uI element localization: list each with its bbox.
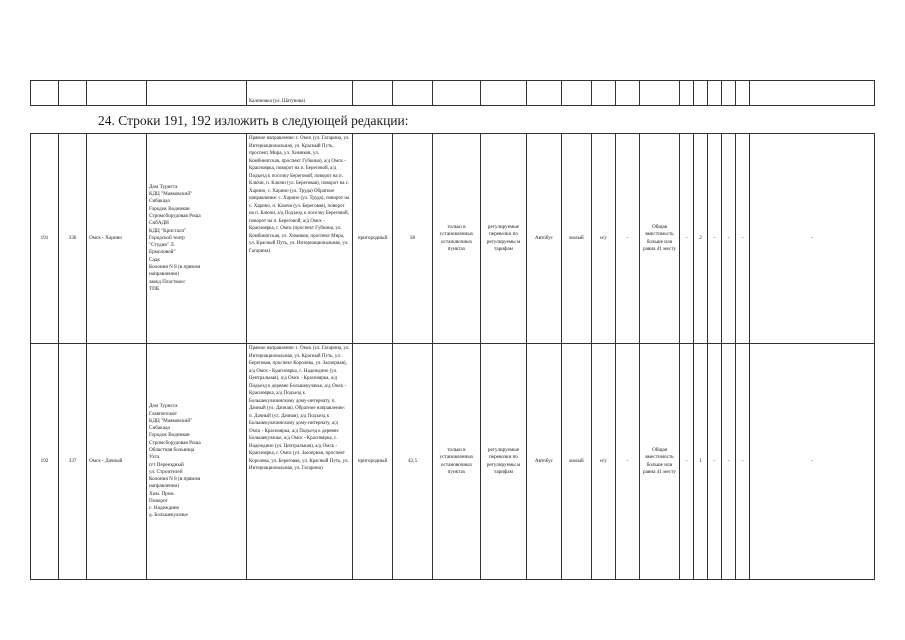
stop-name: Главпочтамт [149, 410, 177, 417]
route-path: Прямое направление: г. Омск (ул. Гагарина, ул. Интернациональная, ул. Красный Путь, проспект Мира, ул. Химиков, ул. Комбинатская, проспект Губкина), а/д Омск - Красноярка, поворот на п. Береговой, а/д Подъезд к поселку Береговой, поворот на п. Ключи, п. Ключи (ул. Береговая), поворот на с. Харино, с. Харино (ул. Труда) Обратное направление: с. Харино (ул. Труда), поворот на с. Харино, п. Ключи (ул. Береговая), поворот на п. Ключи, а/д Подъезд к поселку Береговой, поворот на п. Береговой, а/д Омск - Красноярка, г. Омск (проспект Губкина, ул. Комбинатская, ул. Химиков, проспект Мира, ул. Красный Путь, ул. Интернациональная, ул. Гагарина) [247, 134, 353, 344]
dash-cell: - [680, 344, 694, 580]
route-path: Прямое направление: г. Омск (ул. Гагарина, ул. Интернациональная, ул. Красный Путь, ул. Береговая, проспект Королева, ул. Заозерная), а/д Омск - Красноярка, с. Надеждино (ул. Центральная), а/д Омск - Красноярка, а/д Подъезд к деревне Большекулачье, а/д Омск - Красноярка, а/д Подъезд к Большекулачинскому дому-интернату, п. Дачный (ул. Дачная). Обратное направление: п. Дачный (ул. Дачная), а/д Подъезд к Большекулачинскому дому-интернату, а/д Омск - Красноярка, а/д Подъезд к деревне Большекулачье, а/д Омск - Красноярка, с. Надеждино (ул. Центральная), а/д Омск - Красноярка, г. Омск (ул. Заозерная, проспект Королева, ул. Береговая, ул. Красный Путь, ул. Интернациональная, ул. Гагарина) [247, 344, 353, 580]
table-row [31, 134, 875, 344]
dash-cell: - [708, 344, 722, 580]
registration-number: 337 [59, 344, 87, 580]
ecology-class: н/у [592, 134, 616, 344]
capacity-note: Общая вместимость больше или равна 41 месту [640, 344, 680, 580]
dash-cell: - [722, 344, 736, 580]
stop-name: "Студия" Л. [149, 242, 176, 249]
capacity-note: Общая вместимость больше или равна 41 месту [640, 134, 680, 344]
stop-name: Поворот [149, 497, 168, 504]
tariff-type: регулируемые перевозки по регулируемы м тарифам [481, 134, 527, 344]
stop-name: Городской театр [149, 234, 185, 241]
dash-cell: - [736, 344, 750, 580]
ecology-class: н/у [592, 344, 616, 580]
stop-name: Стромсборудовая Роща [149, 213, 201, 220]
vehicle-count: 1 [694, 344, 708, 580]
route-kind: пригородный [353, 344, 393, 580]
vehicle-class: малый [562, 344, 592, 580]
stop-name: Ермоловой" [149, 249, 176, 256]
stop-name: Колония N 8 (в прямом [149, 263, 201, 270]
stops-list [147, 344, 247, 580]
stop-order: только в установленных остановочных пунктах [433, 134, 481, 344]
stop-name: СибАДИ [149, 220, 169, 227]
stop-name: Хим. Пром. [149, 490, 175, 497]
stop-order: только в установленных остановочных пунктах [433, 344, 481, 580]
stop-name: направлении) [149, 271, 180, 278]
route-length: 42,5 [393, 344, 433, 580]
dash-cell: - [736, 134, 750, 344]
tariff-type: регулируемые перевозки по регулируемы м тарифам [481, 344, 527, 580]
stop-name: Городок Водников [149, 205, 190, 212]
vehicle-count: 2 [694, 134, 708, 344]
stop-name: Садк [149, 256, 160, 263]
stops-list [147, 134, 247, 344]
stop-name: Городок Водников [149, 432, 190, 439]
stop-name: д. Большекулачье [149, 512, 188, 519]
row-number: 192 [31, 344, 59, 580]
stop-name: Дом Туриста [149, 183, 178, 190]
stop-name: завод Пластмасс [149, 278, 186, 285]
vehicle-type: Автобус [527, 344, 562, 580]
stop-name: Стромсборудовая Роща [149, 439, 201, 446]
route-kind: пригородный [353, 134, 393, 344]
stop-name: ТПК [149, 285, 160, 292]
stop-name: п/т Переездный [149, 461, 184, 468]
stop-name: Областная больница [149, 446, 195, 453]
dash-cell: - [680, 134, 694, 344]
stop-name: Колония N 8 (в прямом [149, 476, 201, 483]
dash-cell: - [750, 344, 875, 580]
dash-cell: - [616, 344, 640, 580]
stop-name: с. Надеждино [149, 505, 180, 512]
stop-name: Сибакадо [149, 425, 171, 432]
stop-name: Сибакадо [149, 198, 171, 205]
dash-cell: - [750, 134, 875, 344]
route-length: 38 [393, 134, 433, 344]
stop-name: ул. Строителей [149, 468, 183, 475]
table-row [31, 344, 875, 580]
dash-cell: - [616, 134, 640, 344]
route-cell: Калиновка (ул. Шатунова) [247, 81, 353, 106]
registration-number: 336 [59, 134, 87, 344]
stop-name: Ухта [149, 454, 160, 461]
stop-name: КДЦ "Кристалл" [149, 227, 187, 234]
vehicle-class: малый [562, 134, 592, 344]
route-name: Омск - Дачный [87, 344, 147, 580]
route-name: Омск - Харино [87, 134, 147, 344]
vehicle-type: Автобус [527, 134, 562, 344]
stop-name: направлении) [149, 483, 180, 490]
dash-cell: - [722, 134, 736, 344]
dash-cell: - [708, 134, 722, 344]
previous-table-fragment [30, 80, 875, 106]
stop-name: КДЦ "Маяковский" [149, 191, 193, 198]
stop-name: КДЦ "Маяковский" [149, 417, 193, 424]
routes-table [30, 133, 875, 580]
row-number: 191 [31, 134, 59, 344]
section-heading: 24. Строки 191, 192 изложить в следующей редакции: [98, 113, 409, 128]
stop-name: Дом Туриста [149, 403, 178, 410]
